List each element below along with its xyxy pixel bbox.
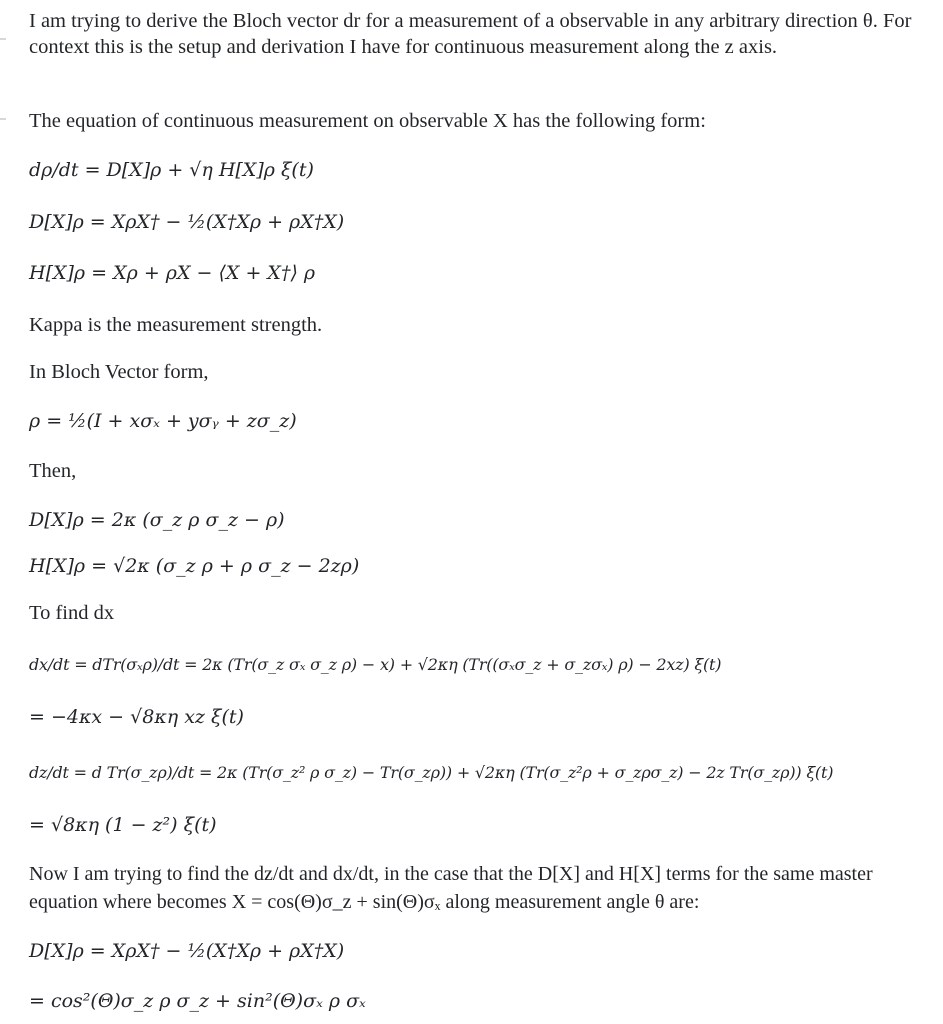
dz-result-equation: = √8κη (1 − z²) ξ(t) [29, 814, 217, 836]
then-paragraph: Then, [29, 460, 77, 482]
now-paragraph: Now I am trying to find the dz/dt and dx/dt, in the case that the D[X] and H[X] terms for the same master equation where becomes X = cos(Θ)σ_z + sin(Θ)σₓ along measurement angle θ are: [29, 863, 873, 913]
margin-marker [0, 118, 6, 120]
bloch-vector-equation: ρ = ½(I + xσₓ + yσᵧ + zσ_z) [29, 410, 297, 432]
kappa-paragraph: Kappa is the measurement strength. [29, 314, 323, 336]
find-dx-paragraph: To find dx [29, 602, 115, 624]
margin-marker [0, 38, 6, 40]
measurement-superoperator-equation: H[X]ρ = Xρ + ρX − ⟨X + X†⟩ ρ [29, 262, 316, 284]
dissipator-equation: D[X]ρ = XρX† − ½(X†Xρ + ρX†X) [29, 211, 345, 233]
measurement-z-equation: H[X]ρ = √2κ (σ_z ρ + ρ σ_z − 2zρ) [29, 555, 360, 577]
dissipator-z-equation: D[X]ρ = 2κ (σ_z ρ σ_z − ρ) [29, 509, 285, 531]
equation-form-paragraph: The equation of continuous measurement on observable X has the following form: [29, 110, 706, 132]
intro-paragraph: I am trying to derive the Bloch vector dr for a measurement of a observable in any arbitrary direction θ. For context this is the setup and derivation I have for continuous measurement along the z axis. [29, 10, 912, 58]
dz-derivation-equation: dz/dt = d Tr(σ_zρ)/dt = 2κ (Tr(σ_z² ρ σ_z) − Tr(σ_zρ)) + √2κη (Tr(σ_z²ρ + σ_zρσ_z) − 2z Tr(σ_zρ)) ξ(t) [29, 763, 834, 782]
dx-derivation-equation: dx/dt = dTr(σₓρ)/dt = 2κ (Tr(σ_z σₓ σ_z ρ) − x) + √2κη (Tr((σₓσ_z + σ_zσₓ) ρ) − 2xz) ξ(t) [29, 655, 722, 674]
dissipator-theta-result-equation: = cos²(Θ)σ_z ρ σ_z + sin²(Θ)σₓ ρ σₓ [29, 990, 366, 1012]
bloch-form-paragraph: In Bloch Vector form, [29, 361, 209, 383]
dissipator-theta-equation: D[X]ρ = XρX† − ½(X†Xρ + ρX†X) [29, 940, 345, 962]
dx-result-equation: = −4κx − √8κη xz ξ(t) [29, 706, 244, 728]
master-equation: dρ/dt = D[X]ρ + √η H[X]ρ ξ(t) [29, 159, 314, 181]
